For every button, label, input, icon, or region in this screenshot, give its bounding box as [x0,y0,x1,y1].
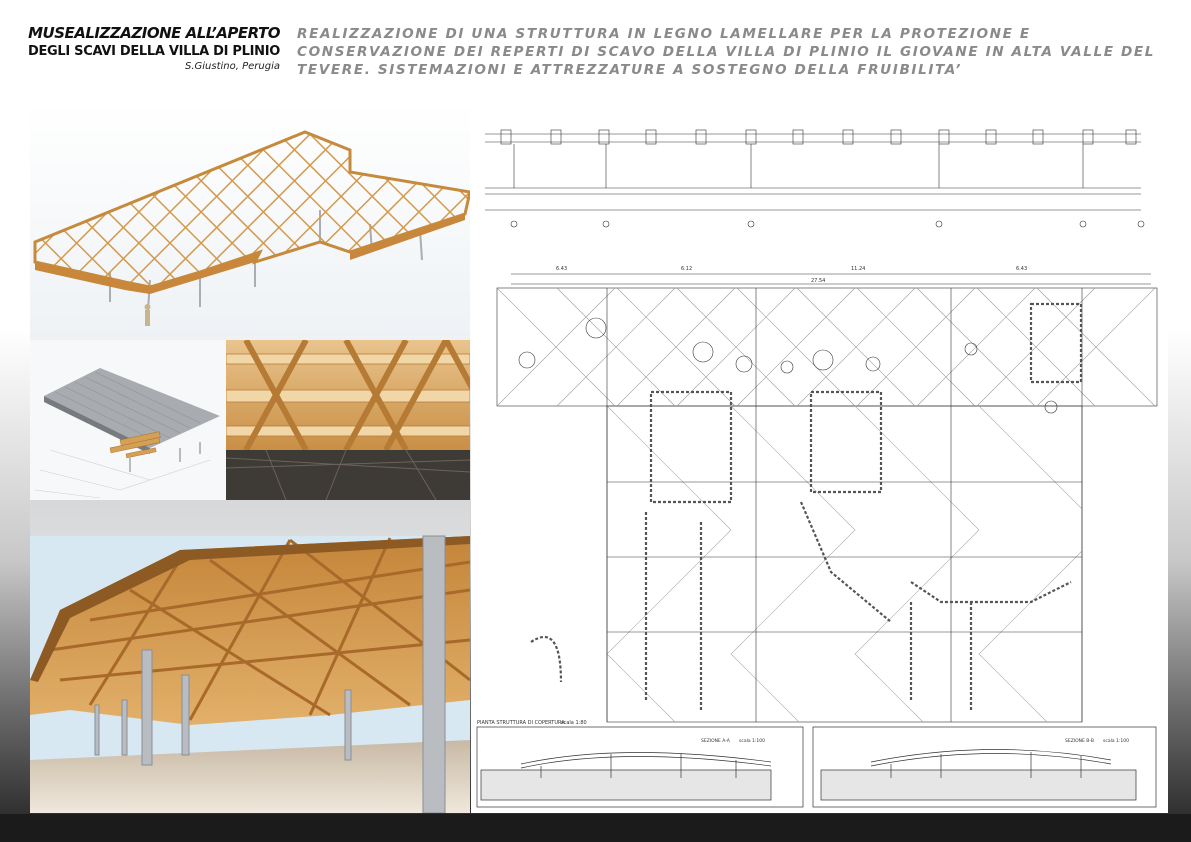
location-label: S.Giustino, Perugia [185,61,280,72]
render-ceiling-detail [226,340,470,500]
section-b-label: SEZIONE B-B [1065,739,1094,744]
technical-drawings [471,102,1168,813]
plan-dim-3: 27.54 [811,278,826,284]
plan-dim-1: 6.43 [556,266,568,272]
plan-dim-4: 11.24 [851,266,866,272]
title-line-2: DEGLI SCAVI DELLA VILLA DI PLINIO [27,44,280,59]
plan-dim-2: 6.12 [681,266,693,272]
render-roof-overview [30,340,226,500]
header [0,0,1191,100]
plan-caption: PIANTA STRUTTURA DI COPERTURA [477,720,565,726]
project-description: REALIZZAZIONE DI UNA STRUTTURA IN LEGNO LAMELLARE PER LA PROTEZIONE E CONSERVAZIONE DEI REPERTI DI SCAVO DELLA VILLA DI PLINIO IL GIOVANE IN ALTA VALLE DEL TEVERE. SISTEMAZIONI E ATTREZZATURE A SOSTEGNO DELLA FRUIBILITA’ [297,26,1156,78]
plan-scale: scala 1:80 [561,720,587,726]
plan-drawing [497,274,1157,722]
bottom-band [0,814,1191,842]
title-block [22,24,280,74]
section-b-scale: scala 1:100 [1103,739,1129,744]
title-line-1: MUSEALIZZAZIONE ALL’APERTO [28,24,280,42]
plan-dim-5: 6.43 [1016,266,1028,272]
render-perspective-canopy [30,500,470,813]
render-axonometric-frame [30,102,470,340]
elevation-drawing [485,130,1144,227]
section-a-label: SEZIONE A-A [701,739,730,744]
section-a-scale: scala 1:100 [739,739,765,744]
